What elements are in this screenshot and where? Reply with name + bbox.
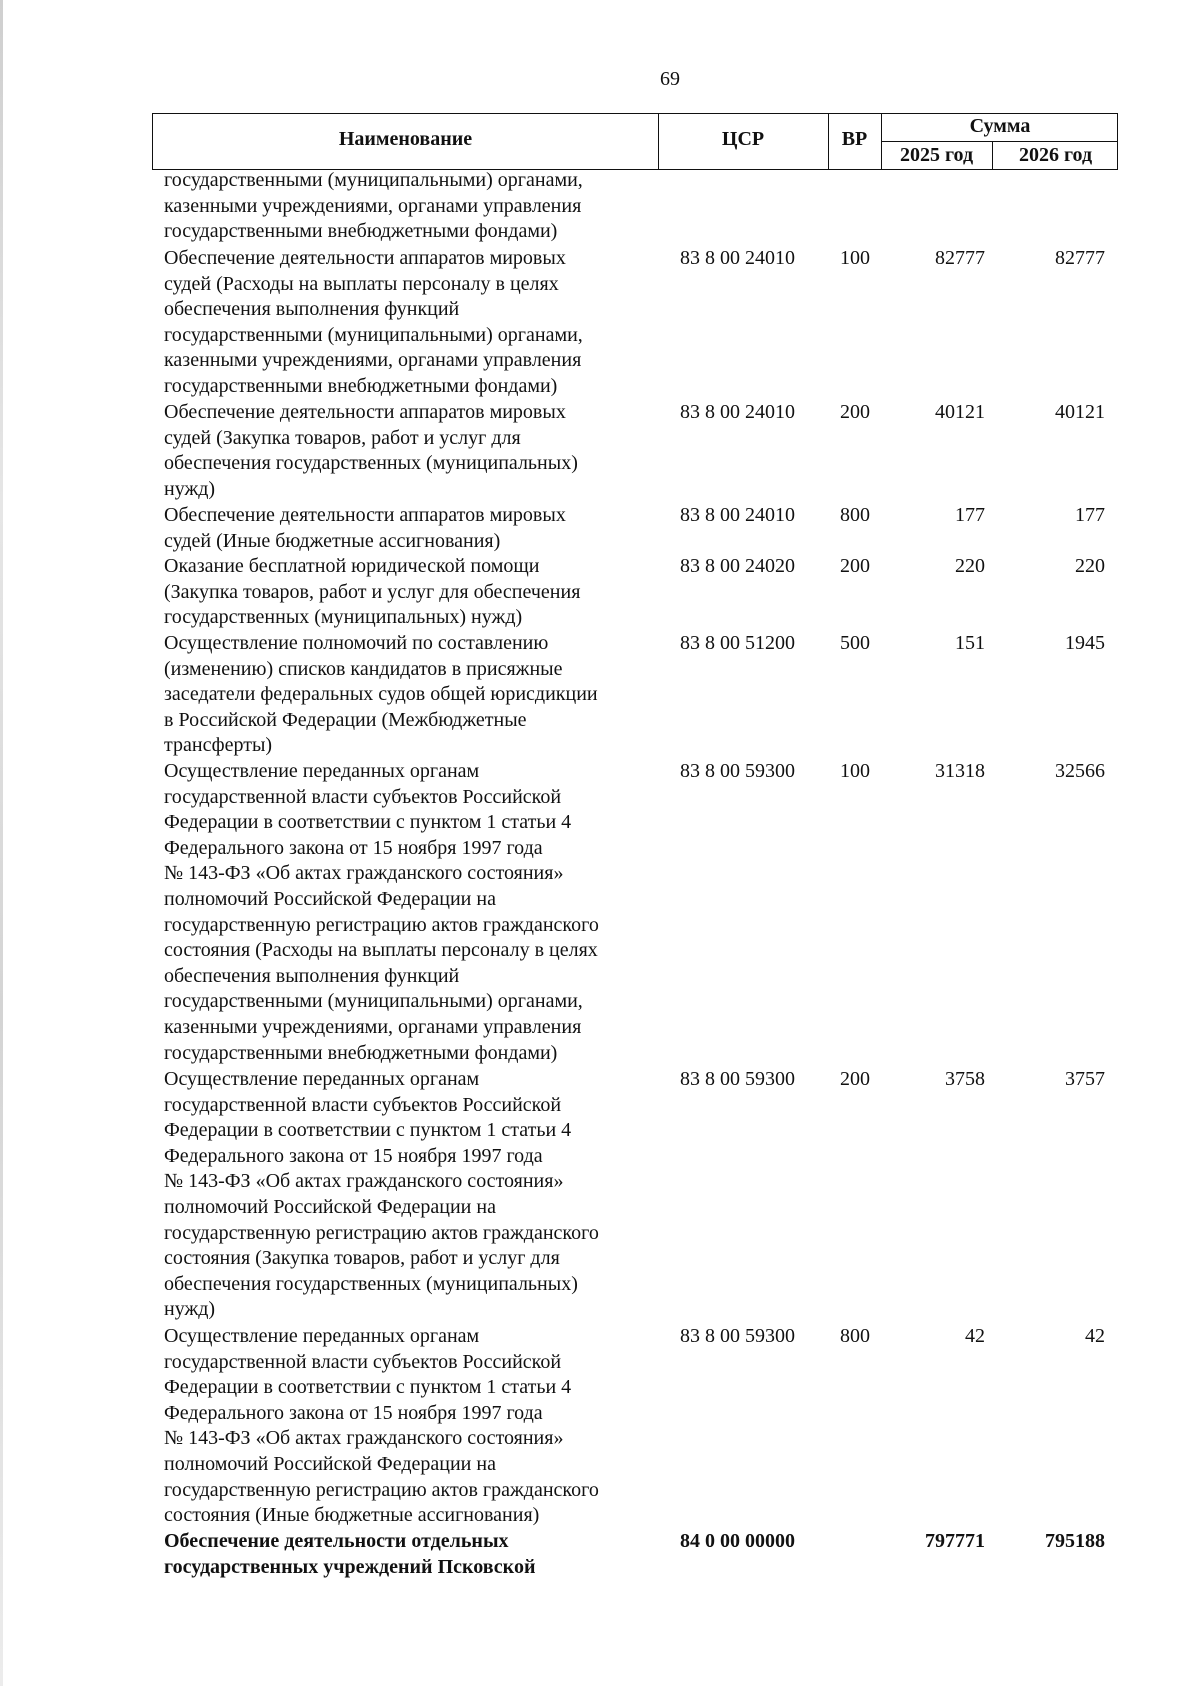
row-sum-2025: 177: [955, 504, 985, 526]
row-sum-2026: 1945: [1065, 632, 1105, 654]
row-vr: 100: [840, 760, 870, 782]
row-csr: 83 8 00 24010: [680, 247, 795, 269]
row-sum-2025: 797771: [925, 1530, 985, 1552]
row-name: Осуществление переданных органам государственной власти субъектов Российской Федерации в соответствии с пунктом 1 статьи 4 Федерального закона от 15 ноября 1997 года № 143-ФЗ «Об актах гражданского состояния» полномочий Российской Федерации на государственную регистрацию актов гражданского состояния (Иные бюджетные ассигнования): [164, 1325, 599, 1527]
row-csr: 83 8 00 59300: [680, 1068, 795, 1090]
row-sum-2026: 32566: [1055, 760, 1105, 782]
row-sum-2026: 42: [1085, 1325, 1105, 1347]
header-sum: Сумма: [969, 115, 1031, 137]
header-year-2026: 2026 год: [1018, 144, 1093, 166]
row-name: Осуществление переданных органам государственной власти субъектов Российской Федерации в соответствии с пунктом 1 статьи 4 Федерального закона от 15 ноября 1997 года № 143-ФЗ «Об актах гражданского состояния» полномочий Российской Федерации на государственную регистрацию актов гражданского состояния (Закупка товаров, работ и услуг для обеспечения государственных (муниципальных) нужд): [164, 1068, 599, 1321]
row-sum-2025: 40121: [935, 401, 985, 423]
row-sum-2025: 220: [955, 555, 985, 577]
header-name: Наименование: [338, 128, 473, 150]
row-name: Обеспечение деятельности аппаратов мировых судей (Закупка товаров, работ и услуг для обеспечения государственных (муниципальных) нужд): [164, 401, 578, 500]
row-sum-2026: 82777: [1055, 247, 1105, 269]
row-vr: 100: [840, 247, 870, 269]
row-name: Осуществление переданных органам государственной власти субъектов Российской Федерации в соответствии с пунктом 1 статьи 4 Федерального закона от 15 ноября 1997 года № 143-ФЗ «Об актах гражданского состояния» полномочий Российской Федерации на государственную регистрацию актов гражданского состояния (Расходы на выплаты персоналу в целях обеспечения выполнения функций государственными (муниципальными) органами, казенными учреждениями, органами управления государственными внебюджетными фондами): [164, 760, 599, 1064]
table-header: [152, 113, 1118, 170]
row-sum-2026: 177: [1075, 504, 1105, 526]
scan-edge: [0, 0, 3, 1686]
row-vr: 500: [840, 632, 870, 654]
row-csr: 83 8 00 24010: [680, 504, 795, 526]
row-vr: 800: [840, 504, 870, 526]
row-vr: 200: [840, 555, 870, 577]
row-sum-2026: 40121: [1055, 401, 1105, 423]
row-name: Обеспечение деятельности отдельных государственных учреждений Псковской: [164, 1530, 536, 1578]
row-name: государственными (муниципальными) органами, казенными учреждениями, органами управления государственными внебюджетными фондами): [164, 169, 583, 243]
header-year-2025: 2025 год: [899, 144, 974, 166]
page-number: 69: [660, 68, 680, 90]
row-csr: 83 8 00 24010: [680, 401, 795, 423]
row-sum-2025: 3758: [945, 1068, 985, 1090]
row-csr: 83 8 00 59300: [680, 760, 795, 782]
row-vr: 200: [840, 401, 870, 423]
row-sum-2026: 3757: [1065, 1068, 1105, 1090]
header-csr: ЦСР: [721, 128, 765, 150]
row-sum-2025: 151: [955, 632, 985, 654]
row-name: Осуществление полномочий по составлению (изменению) списков кандидатов в присяжные заседатели федеральных судов общей юрисдикции в Российской Федерации (Межбюджетные трансферты): [164, 632, 598, 757]
row-sum-2025: 31318: [935, 760, 985, 782]
row-name: Оказание бесплатной юридической помощи (Закупка товаров, работ и услуг для обеспечения государственных (муниципальных) нужд): [164, 555, 581, 629]
row-name: Обеспечение деятельности аппаратов мировых судей (Расходы на выплаты персоналу в целях обеспечения выполнения функций государственными (муниципальными) органами, казенными учреждениями, органами управления государственными внебюджетными фондами): [164, 247, 583, 397]
row-sum-2025: 42: [965, 1325, 985, 1347]
header-divider: [881, 141, 1117, 142]
row-vr: 200: [840, 1068, 870, 1090]
row-csr: 83 8 00 59300: [680, 1325, 795, 1347]
row-csr: 83 8 00 51200: [680, 632, 795, 654]
row-sum-2026: 795188: [1045, 1530, 1105, 1552]
row-sum-2026: 220: [1075, 555, 1105, 577]
header-vr: ВР: [841, 128, 868, 150]
row-csr: 83 8 00 24020: [680, 555, 795, 577]
row-csr: 84 0 00 00000: [680, 1530, 795, 1552]
row-sum-2025: 82777: [935, 247, 985, 269]
row-vr: 800: [840, 1325, 870, 1347]
row-name: Обеспечение деятельности аппаратов мировых судей (Иные бюджетные ассигнования): [164, 504, 566, 552]
